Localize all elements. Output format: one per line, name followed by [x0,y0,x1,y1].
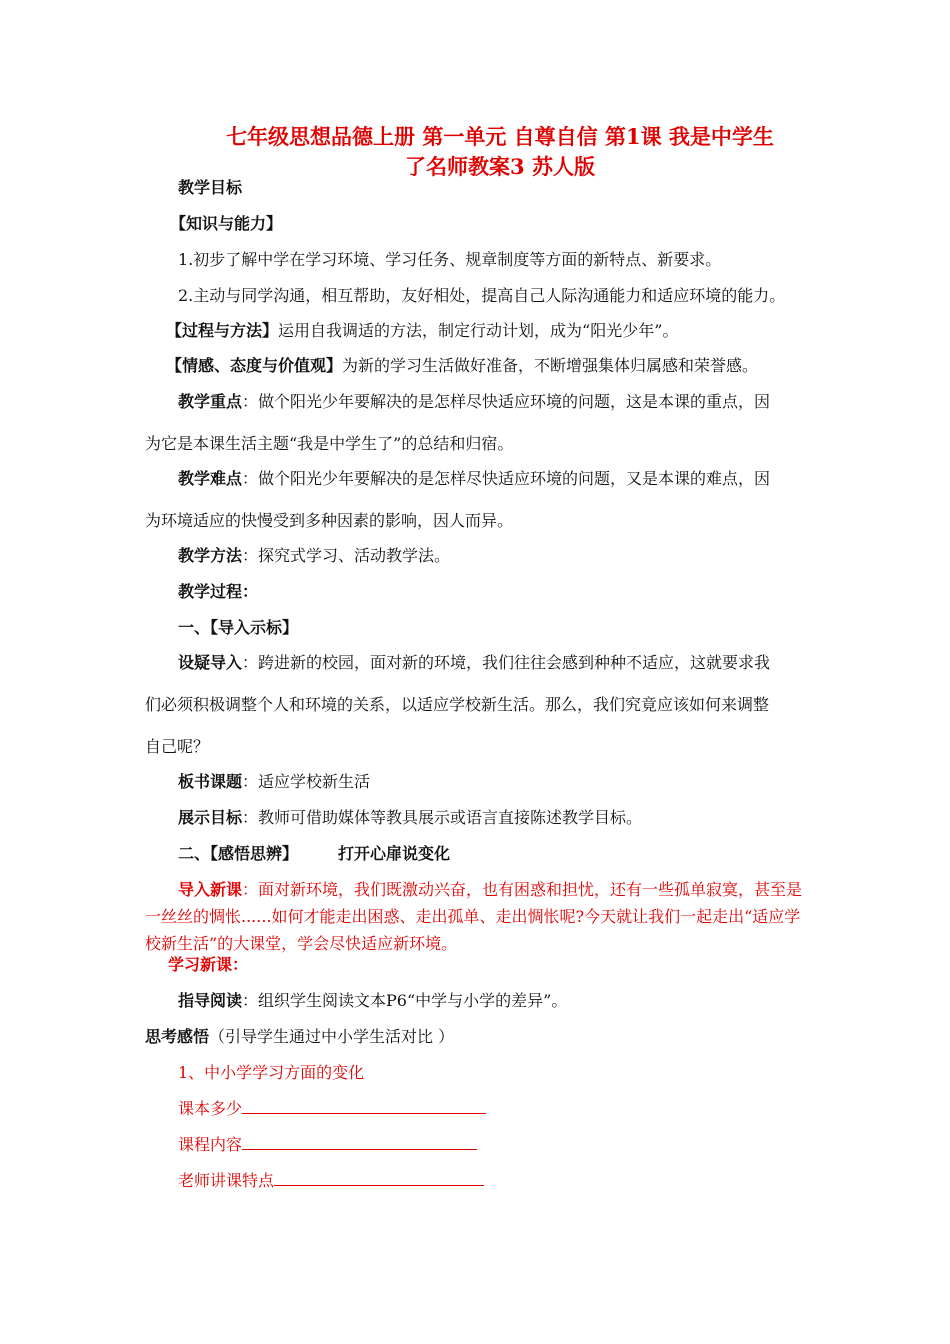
guided-reading-line [178,990,567,1012]
board-label: 板书课题 [178,772,243,791]
new-lesson-intro [145,876,810,957]
emotion-objective [166,355,758,377]
difficulty-line-2: 为环境适应的快慢受到多种因素的影响，因人而异。 [145,511,514,530]
new-lesson-label: 导入新课 [178,880,243,899]
process-label: 【过程与方法】 [166,321,279,340]
reflection-line [145,1026,454,1048]
process-objective [166,320,678,342]
reflection-text: （引导学生通过中小学生活对比 ） [209,1027,455,1046]
key-point-label: 教学重点 [178,392,243,411]
difficulty-text-1: ：做个阳光少年要解决的是怎样尽快适应环境的问题，又是本课的难点，因 [242,469,771,488]
board-text: ：适应学校新生活 [242,772,371,791]
intro-text-1: ：跨进新的校园，面对新的环境，我们往往会感到种种不适应，这就要求我 [242,653,771,672]
key-point-line-1 [178,391,770,413]
title-line-2: 了名师教案3 苏人版 [405,154,595,179]
emotion-label: 【情感、态度与价值观】 [166,356,343,375]
section-1-heading: 一、【导入示标】 [178,618,299,637]
reflection-label: 思考感悟 [145,1027,210,1046]
blank-line [274,1169,484,1186]
section-2-label: 二、【感悟思辨】 [178,844,299,863]
knowledge-heading: 【知识与能力】 [170,214,283,233]
section-2-heading [178,843,450,865]
difficulty-line-1 [178,468,770,490]
guided-reading-text: ：组织学生阅读文本P6“中学与小学的差异”。 [242,991,568,1010]
method-text: ：探究式学习、活动教学法。 [242,546,451,565]
intro-line-1 [178,652,770,674]
show-goal-label: 展示目标 [178,808,243,827]
show-goal-line [178,807,642,829]
key-point-text-1: ：做个阳光少年要解决的是怎样尽快适应环境的问题，这是本课的重点，因 [242,392,771,411]
section-2-subtitle: 打开心扉说变化 [338,844,451,863]
show-goal-text: ：教师可借助媒体等教具展示或语言直接陈述教学目标。 [242,808,643,827]
emotion-text: 为新的学习生活做好准备，不断增强集体归属感和荣誉感。 [342,356,759,375]
change-heading: 1、中小学学习方面的变化 [178,1063,365,1082]
fill-item-label: 老师讲课特点 [178,1171,275,1190]
process-text: 运用自我调适的方法，制定行动计划，成为“阳光少年”。 [278,321,679,340]
guided-reading-label: 指导阅读 [178,991,243,1010]
blank-line [242,1133,477,1150]
document-title [150,122,850,182]
new-lesson-text: ：面对新环境，我们既激动兴奋，也有困惑和担忧，还有一些孤单寂寞，甚至是一丝丝的惆怅......如何才能走出困惑、走出孤单、走出惆怅呢?今天就让我们一起走出“适应学校新生活”的大课堂，学会尽快适应新环境。 [145,880,803,953]
fill-item-label: 课程内容 [178,1135,243,1154]
fill-item-label: 课本多少 [178,1099,243,1118]
knowledge-item-1: 1.初步了解中学在学习环境、学习任务、规章制度等方面的新特点、新要求。 [178,250,722,269]
process-heading: 教学过程： [178,582,259,601]
blank-line [242,1097,486,1114]
knowledge-item-2: 2.主动与同学沟通，相互帮助，友好相处，提高自己人际沟通能力和适应环境的能力。 [178,286,786,305]
title-line-1: 七年级思想品德上册 第一单元 自尊自信 第1课 我是中学生 [226,124,774,149]
difficulty-label: 教学难点 [178,469,243,488]
study-heading: 学习新课： [168,955,249,974]
intro-line-2: 们必须积极调整个人和环境的关系，以适应学校新生活。那么，我们究竟应该如何来调整 [145,695,770,714]
goals-heading: 教学目标 [178,178,243,197]
intro-line-3: 自己呢？ [145,737,210,756]
board-line [178,771,370,793]
method-label: 教学方法 [178,546,243,565]
intro-label: 设疑导入 [178,653,243,672]
fill-item-1 [178,1097,486,1120]
key-point-line-2: 为它是本课生活主题“我是中学生了”的总结和归宿。 [145,434,514,453]
fill-item-2 [178,1133,477,1156]
method-line [178,545,450,567]
fill-item-3 [178,1169,484,1192]
